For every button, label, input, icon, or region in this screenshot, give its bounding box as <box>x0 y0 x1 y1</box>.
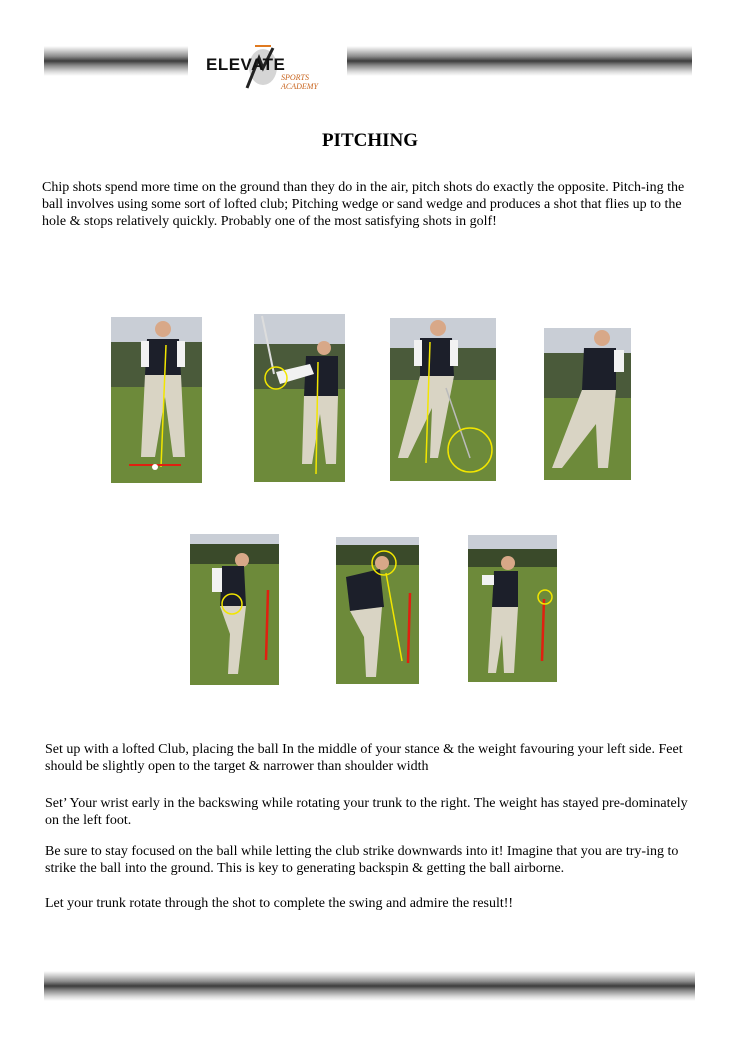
footer-bar <box>44 971 695 1001</box>
logo-subtitle: SPORTS ACADEMY <box>281 73 318 91</box>
photo-setup-front <box>111 317 202 483</box>
photo-finish-front <box>544 328 631 480</box>
photo-downswing-down-line <box>336 537 419 684</box>
header-bar-left <box>44 46 188 76</box>
step-finish-text: Let your trunk rotate through the shot to complete the swing and admire the result!! <box>45 896 514 911</box>
page-title: PITCHING <box>321 130 419 151</box>
header-bar-right <box>347 46 692 76</box>
elevate-logo <box>203 44 338 94</box>
intro-paragraph: Chip shots spend more time on the ground than they do in the air, pitch shots do exactly the opposite. Pitch-ing the ball involves using some sort of lofted club; Pitching wedge or sand wedge and produces a shot that flies up to the hole & stops relatively quickly. Probably one of the most satisfying shots in golf! <box>42 180 685 229</box>
step-setup-text: Set up with a lofted Club, placing the ball In the middle of your stance & the weight favouring your left side. Feet should be slightly open to the target & narrower than shoulder width <box>45 742 683 774</box>
step-impact-text: Be sure to stay focused on the ball while letting the club strike downwards into it! Imagine that you are try-ing to strike the ball into the ground. This is key to generating backspin & getting the ball airborne. <box>45 844 679 876</box>
photo-impact-front <box>390 318 496 481</box>
logo-wordmark: ELEVATE <box>206 55 286 74</box>
photo-backswing-down-line <box>190 534 279 685</box>
photo-finish-down-line <box>468 535 557 682</box>
step-backswing-text: Set’ Your wrist early in the backswing while rotating your trunk to the right. The weight has stayed pre-dominately on the left foot. <box>45 796 688 828</box>
photo-backswing-front <box>254 314 345 482</box>
